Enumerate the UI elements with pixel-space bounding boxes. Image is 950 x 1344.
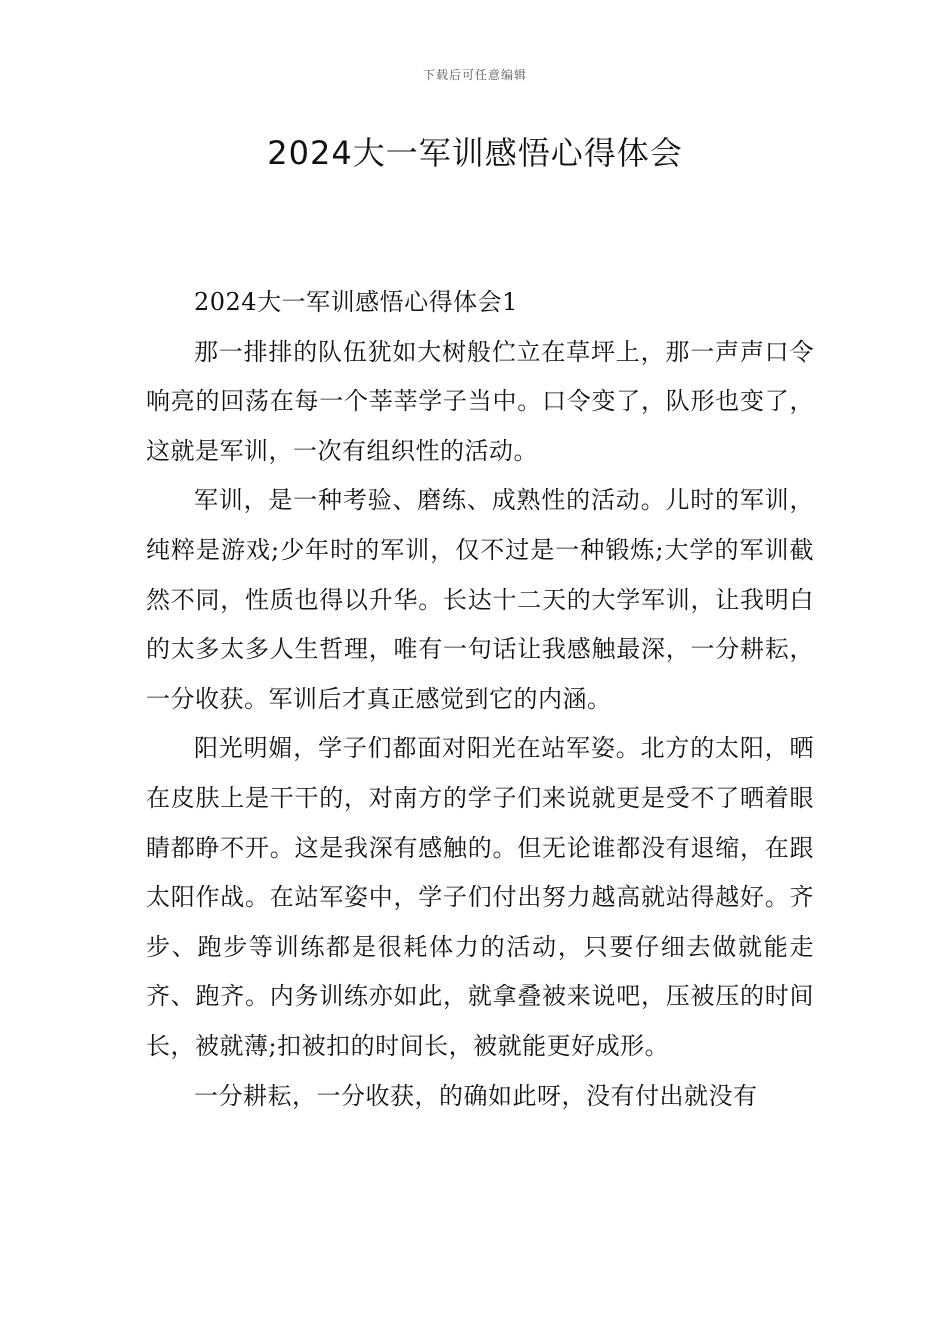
header-note: 下载后可任意编辑 (422, 68, 527, 82)
section-heading: 2024大一军训感悟心得体会1 (194, 288, 518, 316)
paragraph-4: 一分耕耘，一分收获，的确如此呀，没有付出就没有 (194, 1081, 758, 1110)
paragraph-1: 那一排排的队伍犹如大树般伫立在草坪上，那一声声口令响亮的回荡在每一个莘莘学子当中。口令变了，队形也变了，这就是军训，一次有组织性的活动。 (146, 337, 814, 465)
paragraph-3: 阳光明媚，学子们都面对阳光在站军姿。北方的太阳，晒在皮肤上是干干的，对南方的学子们来说就更是受不了晒着眼睛都睁不开。这是我深有感触的。但无论谁都没有退缩，在跟太阳作战。在站军姿中，学子们付出努力越高就站得越好。齐步、跑步等训练都是很耗体力的活动，只要仔细去做就能走齐、跑齐。内务训练亦如此，就拿叠被来说吧，压被压的时间长，被就薄;扣被扣的时间长，被就能更好成形。 (146, 734, 814, 1060)
document-title: 2024大一军训感悟心得体会 (267, 134, 683, 172)
paragraph-2: 军训，是一种考验、磨练、成熟性的活动。儿时的军训，纯粹是游戏;少年时的军训，仅不过是一种锻炼;大学的军训截然不同，性质也得以升华。长达十二天的大学军训，让我明白的太多太多人生哲理，唯有一句话让我感触最深，一分耕耘，一分收获。军训后才真正感觉到它的内涵。 (146, 486, 814, 713)
document-body (146, 278, 814, 1121)
